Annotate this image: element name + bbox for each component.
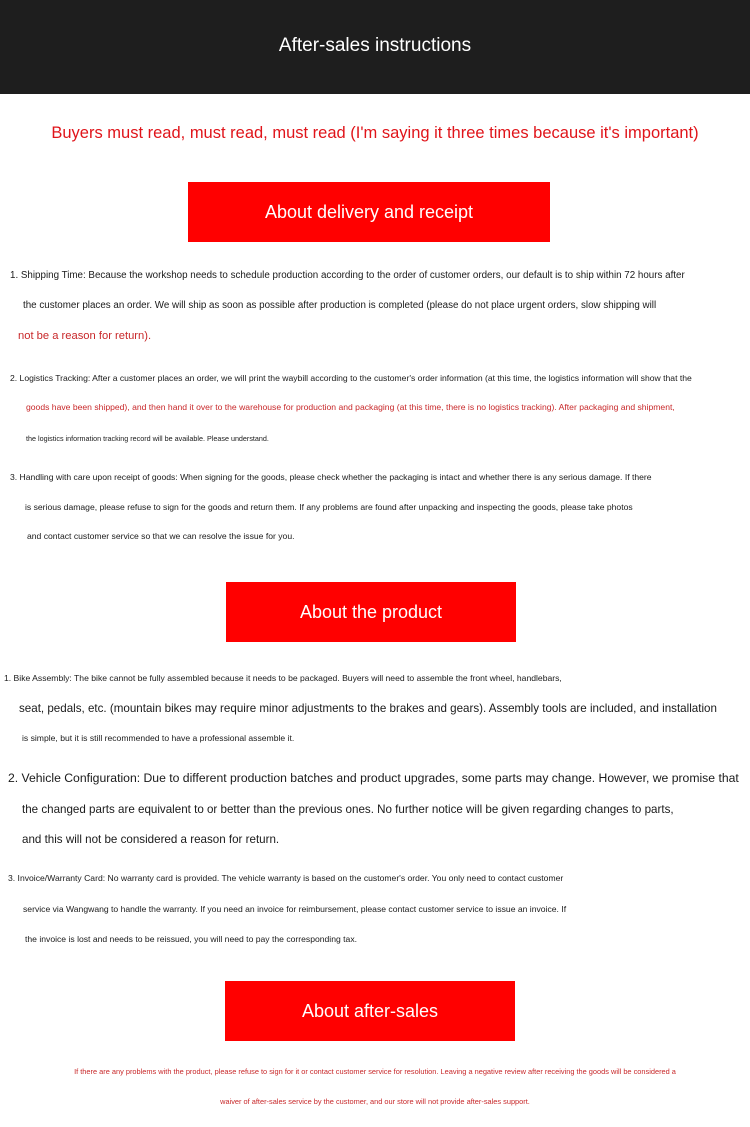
aftersales-section-title: About after-sales [301,1000,439,1021]
aftersales-line-1: If there are any problems with the product, please refuse to sign for it or contact customer service for resolution. Leaving a negative review after receiving the goods will be considered a [74,1067,676,1076]
page-header [0,0,750,94]
aftersales-line-2: waiver of after-sales service by the customer, and our store will not provide after-sales support. [220,1097,530,1106]
product-item-3-line-2: service via Wangwang to handle the warranty. If you need an invoice for reimbursement, please contact customer service to issue an invoice. If [23,904,567,914]
delivery-section-banner [188,182,550,242]
delivery-item-1-line-1: 1. Shipping Time: Because the workshop needs to schedule production according to the order of customer orders, our default is to ship within 72 hours after [10,270,685,281]
delivery-item-2-line-3: the logistics information tracking record will be available. Please understand. [26,434,269,443]
page-title: After-sales instructions [278,35,472,56]
delivery-item-1-line-3: not be a reason for return). [18,330,152,342]
product-item-1-line-3: is simple, but it is still recommended to have a professional assemble it. [22,733,295,743]
product-item-1-line-1: 1. Bike Assembly: The bike cannot be fully assembled because it needs to be packaged. Buyers will need to assemble the front wheel, handlebars, [4,673,562,683]
delivery-item-2-line-2: goods have been shipped), and then hand it over to the warehouse for production and packaging (at this time, there is no logistics tracking). After packaging and shipment, [26,402,675,412]
must-read-notice: Buyers must read, must read, must read (I'm saying it three times because it's important) [51,124,699,142]
product-item-2-line-2: the changed parts are equivalent to or better than the previous ones. No further notice will be given regarding changes to parts, [22,803,674,816]
product-item-1-line-2: seat, pedals, etc. (mountain bikes may require minor adjustments to the brakes and gears). Assembly tools are included, and installation [19,702,717,715]
product-item-3-line-1: 3. Invoice/Warranty Card: No warranty card is provided. The vehicle warranty is based on the customer's order. You only need to contact customer [8,873,564,883]
product-section-banner [226,582,516,642]
aftersales-section-banner [225,981,515,1041]
product-section-title: About the product [299,601,443,622]
delivery-item-3-line-3: and contact customer service so that we can resolve the issue for you. [27,531,295,541]
delivery-section-title: About delivery and receipt [264,201,474,222]
product-item-3-line-3: the invoice is lost and needs to be reissued, you will need to pay the corresponding tax. [25,934,358,944]
delivery-item-3-line-1: 3. Handling with care upon receipt of goods: When signing for the goods, please check whether the packaging is intact and whether there is any serious damage. If there [10,472,652,482]
delivery-item-3-line-2: is serious damage, please refuse to sign for the goods and return them. If any problems are found after unpacking and inspecting the goods, please take photos [25,502,633,512]
product-item-2-line-1: 2. Vehicle Configuration: Due to different production batches and product upgrades, some parts may change. However, we promise that [8,771,739,785]
delivery-item-2-line-1: 2. Logistics Tracking: After a customer places an order, we will print the waybill according to the customer's order information (at this time, the logistics information will show that the [10,373,692,383]
product-item-2-line-3: and this will not be considered a reason for return. [22,833,280,846]
delivery-item-1-line-2: the customer places an order. We will ship as soon as possible after production is completed (please do not place urgent orders, slow shipping will [23,300,657,311]
